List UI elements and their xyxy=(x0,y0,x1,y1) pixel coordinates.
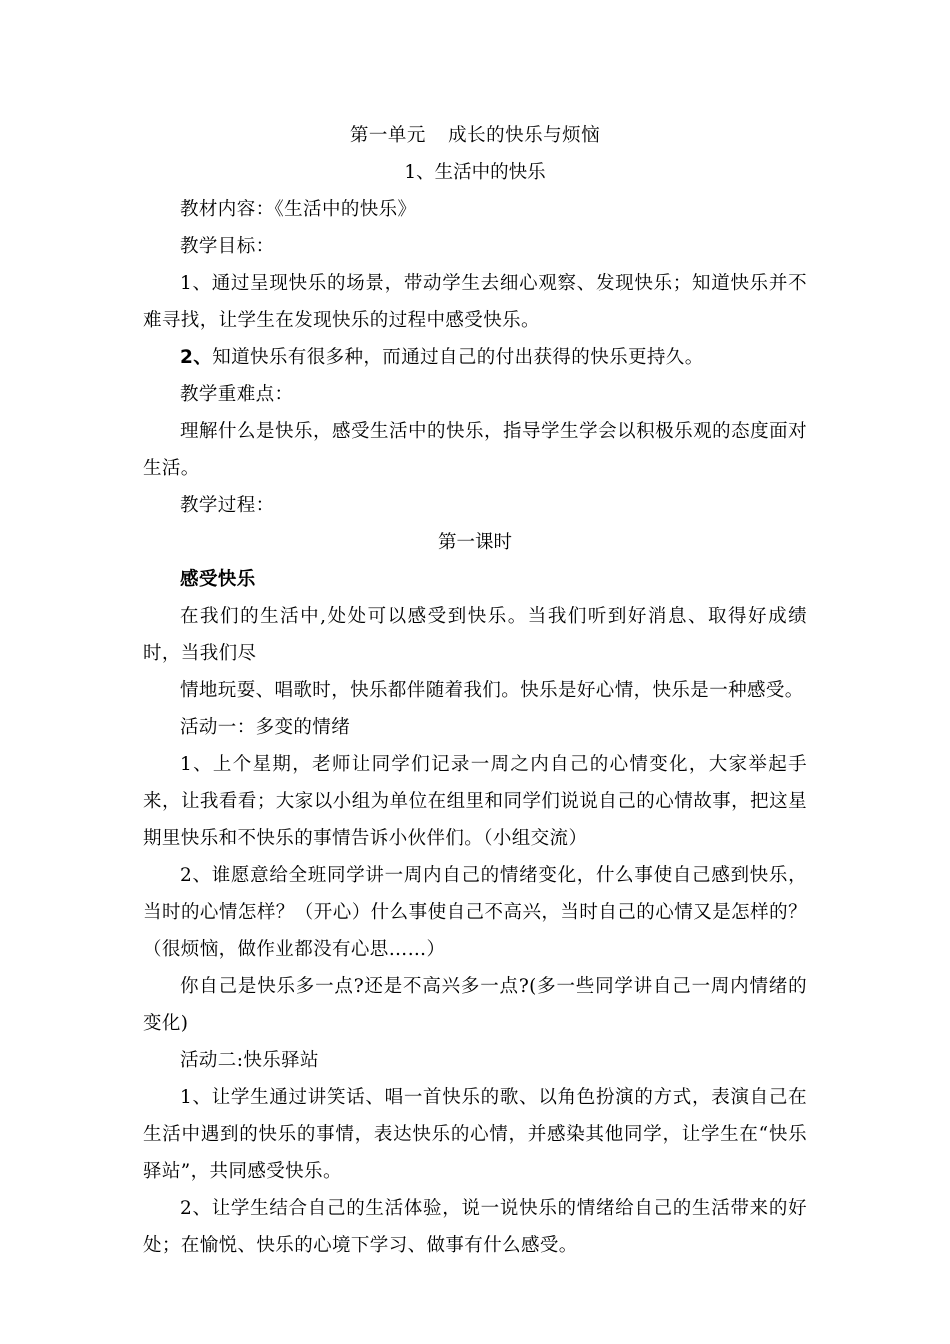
material-line: 教材内容：《生活中的快乐》 xyxy=(180,199,417,220)
goal-2 xyxy=(143,339,807,376)
goal-2-text: 知道快乐有很多种，而通过自己的付出获得的快乐更持久。 xyxy=(212,347,704,368)
activity-1-paragraph-3: 你自己是快乐多一点?还是不高兴多一点?(多一些同学讲自己一周内情绪的变化) xyxy=(143,976,807,1034)
activity-1-paragraph-2: 2、谁愿意给全班同学讲一周内自己的情绪变化，什么事使自己感到快乐，当时的心情怎样？（开心）什么事使自己不高兴，当时自己的心情又是怎样的？（很烦恼，做作业都没有心思……） xyxy=(143,865,807,960)
key-points: 理解什么是快乐，感受生活中的快乐，指导学生学会以积极乐观的态度面对生活。 xyxy=(143,421,807,479)
key-points-label: 教学重难点： xyxy=(180,384,294,405)
unit-title xyxy=(143,117,807,154)
goal-2-number: 2、 xyxy=(180,347,213,368)
section-heading: 感受快乐 xyxy=(180,569,256,590)
period-title: 第一课时 xyxy=(437,532,512,553)
activity-2-paragraph-1: 1、让学生通过讲笑话、唱一首快乐的歌、以角色扮演的方式，表演自己在生活中遇到的快乐的事情，表达快乐的心情，并感染其他同学，让学生在“快乐驿站”，共同感受快乐。 xyxy=(143,1087,807,1182)
intro-line-2: 情地玩耍、唱歌时，快乐都伴随着我们。快乐是好心情，快乐是一种感受。 xyxy=(180,680,804,701)
process-label: 教学过程： xyxy=(180,495,275,516)
unit-number: 第一单元 xyxy=(349,125,426,146)
goal-1: 1、通过呈现快乐的场景，带动学生去细心观察、发现快乐；知道快乐并不难寻找，让学生在发现快乐的过程中感受快乐。 xyxy=(143,273,807,331)
activity-1-paragraph-1: 1、上个星期，老师让同学们记录一周之内自己的心情变化，大家举起手来，让我看看；大家以小组为单位在组里和同学们说说自己的心情故事，把这星期里快乐和不快乐的事情告诉小伙伴们。（小组交流） xyxy=(143,754,807,849)
activity-2-title: 活动二:快乐驿站 xyxy=(180,1050,319,1071)
intro-line-1: 在我们的生活中,处处可以感受到快乐。当我们听到好消息、取得好成绩时，当我们尽 xyxy=(143,606,807,664)
activity-2-paragraph-2: 2、让学生结合自己的生活体验，说一说快乐的情绪给自己的生活带来的好处；在愉悦、快乐的心境下学习、做事有什么感受。 xyxy=(143,1198,807,1256)
unit-name: 成长的快乐与烦恼 xyxy=(448,125,601,146)
activity-1-title: 活动一：多变的情绪 xyxy=(180,717,351,738)
document-body xyxy=(143,117,807,1264)
goals-label: 教学目标： xyxy=(180,236,275,257)
lesson-title: 1、生活中的快乐 xyxy=(404,162,546,183)
